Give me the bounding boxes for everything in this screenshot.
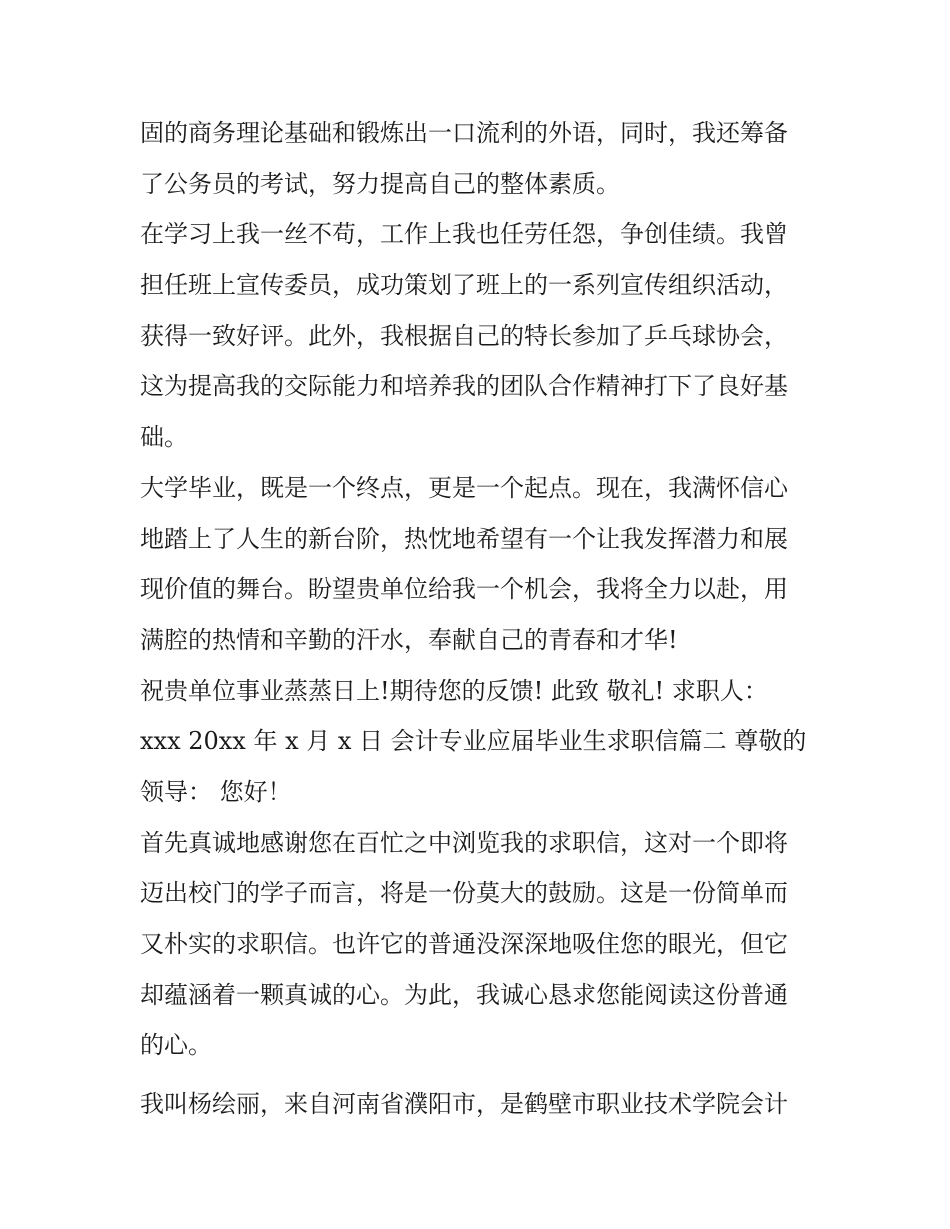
text-line: 现价值的舞台。盼望贵单位给我一个机会，我将全力以赴，用 [140, 575, 788, 604]
text-line: 祝贵单位事业蒸蒸日上!期待您的反馈! 此致 敬礼! 求职人： [140, 676, 768, 705]
text-line: 在学习上我一丝不苟，工作上我也任劳任怨，争创佳绩。我曾 [140, 220, 788, 249]
text-line: xxx 20xx 年 x 月 x 日 会计专业应届毕业生求职信篇二 尊敬的 [140, 727, 807, 756]
text-line: 固的商务理论基础和锻炼出一口流利的外语，同时，我还筹备 [140, 119, 788, 147]
text-line: 又朴实的求职信。也许它的普通没深深地吸住您的眼光，但它 [140, 930, 788, 958]
text-line: 地踏上了人生的新台阶，热忱地希望有一个让我发挥潜力和展 [140, 524, 788, 553]
text-line: 的心。 [140, 1031, 212, 1060]
text-line: 我叫杨绘丽，来自河南省濮阳市，是鹤壁市职业技术学院会计 [140, 1090, 788, 1119]
letter-body [140, 108, 820, 1130]
text-line: 却蕴涵着一颗真诚的心。为此，我诚心恳求您能阅读这份普通 [140, 980, 788, 1009]
text-line: 了公务员的考试，努力提高自己的整体素质。 [140, 169, 620, 198]
text-line: 础。 [140, 423, 188, 452]
paragraph-gap [140, 1071, 820, 1079]
text-line: 满腔的热情和辛勤的汗水，奉献自己的青春和才华! [140, 625, 678, 654]
text-line: 首先真诚地感谢您在百忙之中浏览我的求职信，这对一个即将 [140, 828, 788, 857]
text-line: 这为提高我的交际能力和培养我的团队合作精神打下了良好基 [140, 372, 788, 401]
text-line: 获得一致好评。此外，我根据自己的特长参加了乒乓球协会， [140, 321, 788, 350]
text-line: 迈出校门的学子而言，将是一份莫大的鼓励。这是一份简单而 [140, 879, 788, 908]
text-line: 领导： 您好！ [140, 777, 292, 806]
text-line: 大学毕业，既是一个终点，更是一个起点。现在，我满怀信心 [140, 473, 788, 502]
text-line: 担任班上宣传委员，成功策划了班上的一系列宣传组织活动， [140, 271, 788, 300]
